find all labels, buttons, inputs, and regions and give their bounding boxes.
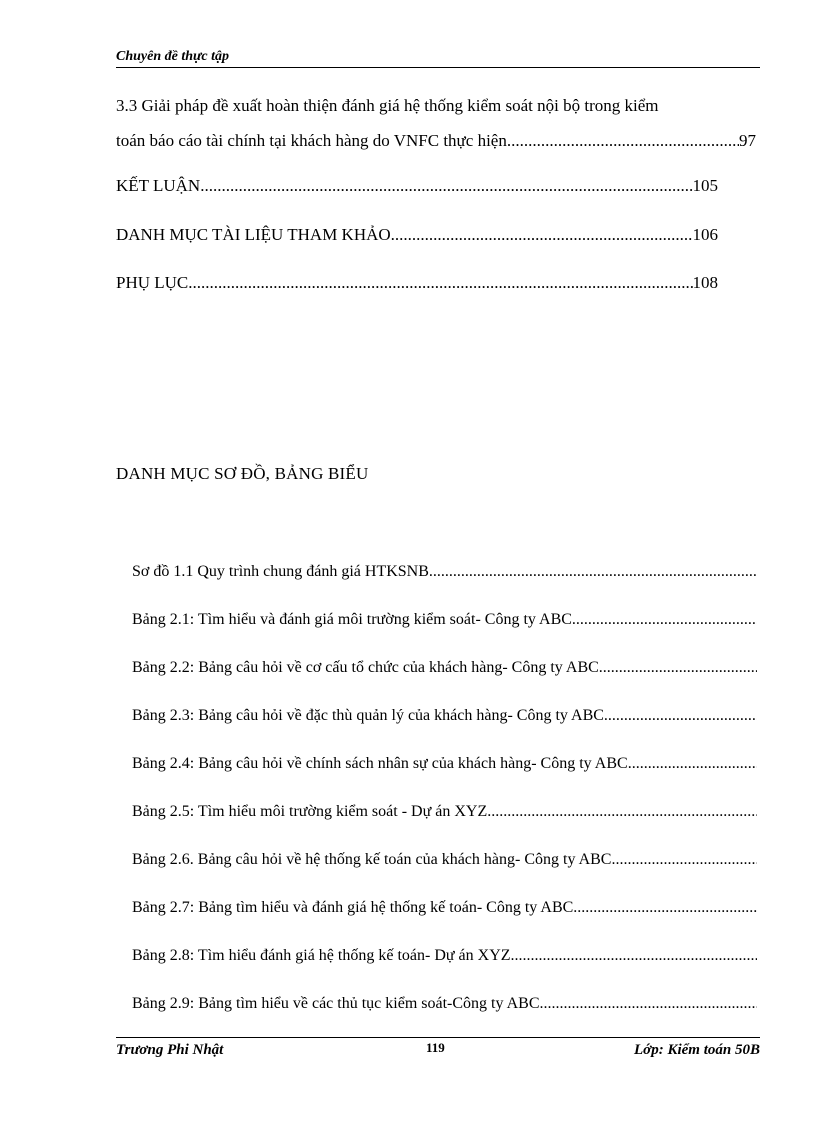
section-heading: DANH MỤC SƠ ĐỒ, BẢNG BIỂU (116, 464, 369, 483)
leader-dots (604, 702, 757, 730)
list-item (132, 846, 757, 894)
toc-entry-label: KẾT LUẬN (116, 176, 201, 195)
header-title: Chuyên đề thực tập (116, 49, 230, 64)
leader-dots (395, 217, 693, 252)
toc-row (116, 217, 718, 252)
leader-dots (573, 894, 757, 922)
list-item-label: Bảng 2.8: Tìm hiểu đánh giá hệ thống kế toán- Dự án XYZ (132, 947, 511, 964)
list-item-label: Bảng 2.3: Bảng câu hỏi về đặc thù quản lý của khách hàng- Công ty ABC (132, 707, 604, 724)
list-item-label: Bảng 2.1: Tìm hiểu và đánh giá môi trường kiểm soát- Công ty ABC (132, 611, 572, 628)
leader-dots (487, 798, 757, 826)
toc-entry-phu-luc (116, 265, 718, 300)
footer-page-number: 119 (426, 1040, 445, 1055)
toc-entry-tai-lieu (116, 217, 718, 252)
list-item (132, 558, 757, 606)
list-item (132, 990, 757, 1038)
list-item (132, 654, 757, 702)
toc-page-number: 108 (692, 273, 718, 292)
leader-dots (188, 265, 692, 300)
leader-dots (628, 750, 757, 778)
list-item-label: Sơ đồ 1.1 Quy trình chung đánh giá HTKSNB (132, 563, 429, 580)
list-item-label: Bảng 2.9: Bảng tìm hiểu về các thủ tục kiểm soát-Công ty ABC (132, 995, 540, 1012)
toc-row (116, 265, 718, 300)
leader-dots (611, 846, 757, 874)
leader-dots (540, 990, 758, 1018)
toc-entry-3-3-line1: 3.3 Giải pháp đề xuất hoàn thiện đánh giá hệ thống kiểm soát nội bộ trong kiểm (116, 96, 659, 115)
leader-dots (511, 942, 757, 970)
page-header (116, 47, 760, 68)
footer-author: Trương Phi Nhật (116, 1042, 224, 1058)
list-item (132, 606, 757, 654)
list-item (132, 894, 757, 942)
list-item (132, 942, 757, 990)
toc-entry-label: PHỤ LỤC (116, 273, 189, 292)
footer-class: Lớp: Kiểm toán 50B (634, 1042, 760, 1058)
leader-dots (572, 606, 757, 634)
toc-page-number: 105 (692, 176, 718, 195)
toc-entry-3-3 (116, 88, 756, 158)
list-item-label: Bảng 2.6. Bảng câu hỏi về hệ thống kế toán của khách hàng- Công ty ABC (132, 851, 612, 868)
list-item-label: Bảng 2.4: Bảng câu hỏi về chính sách nhân sự của khách hàng- Công ty ABC (132, 755, 628, 772)
figure-table-list (132, 558, 757, 1038)
list-item (132, 798, 757, 846)
leader-dots (507, 123, 739, 158)
list-item (132, 750, 757, 798)
toc-entry-label: toán báo cáo tài chính tại khách hàng do VNFC thực hiện (116, 131, 507, 150)
toc-entry-ket-luan (116, 168, 718, 203)
leader-dots (200, 168, 692, 203)
page-footer (116, 1037, 760, 1066)
toc-page-number: 106 (692, 225, 718, 244)
list-item-label: Bảng 2.2: Bảng câu hỏi về cơ cấu tổ chức của khách hàng- Công ty ABC (132, 659, 599, 676)
list-item (132, 702, 757, 750)
toc-entry-label: DANH MỤC TÀI LIỆU THAM KHẢO. (116, 225, 395, 244)
list-item-label: Bảng 2.5: Tìm hiểu môi trường kiểm soát - Dự án XYZ (132, 803, 488, 820)
toc-row (116, 168, 718, 203)
toc-page-number: 97 (739, 131, 756, 150)
leader-dots (429, 558, 757, 586)
toc-entry-3-3-line2 (116, 123, 756, 158)
list-item-label: Bảng 2.7: Bảng tìm hiểu và đánh giá hệ thống kế toán- Công ty ABC (132, 899, 574, 916)
leader-dots (599, 654, 757, 682)
